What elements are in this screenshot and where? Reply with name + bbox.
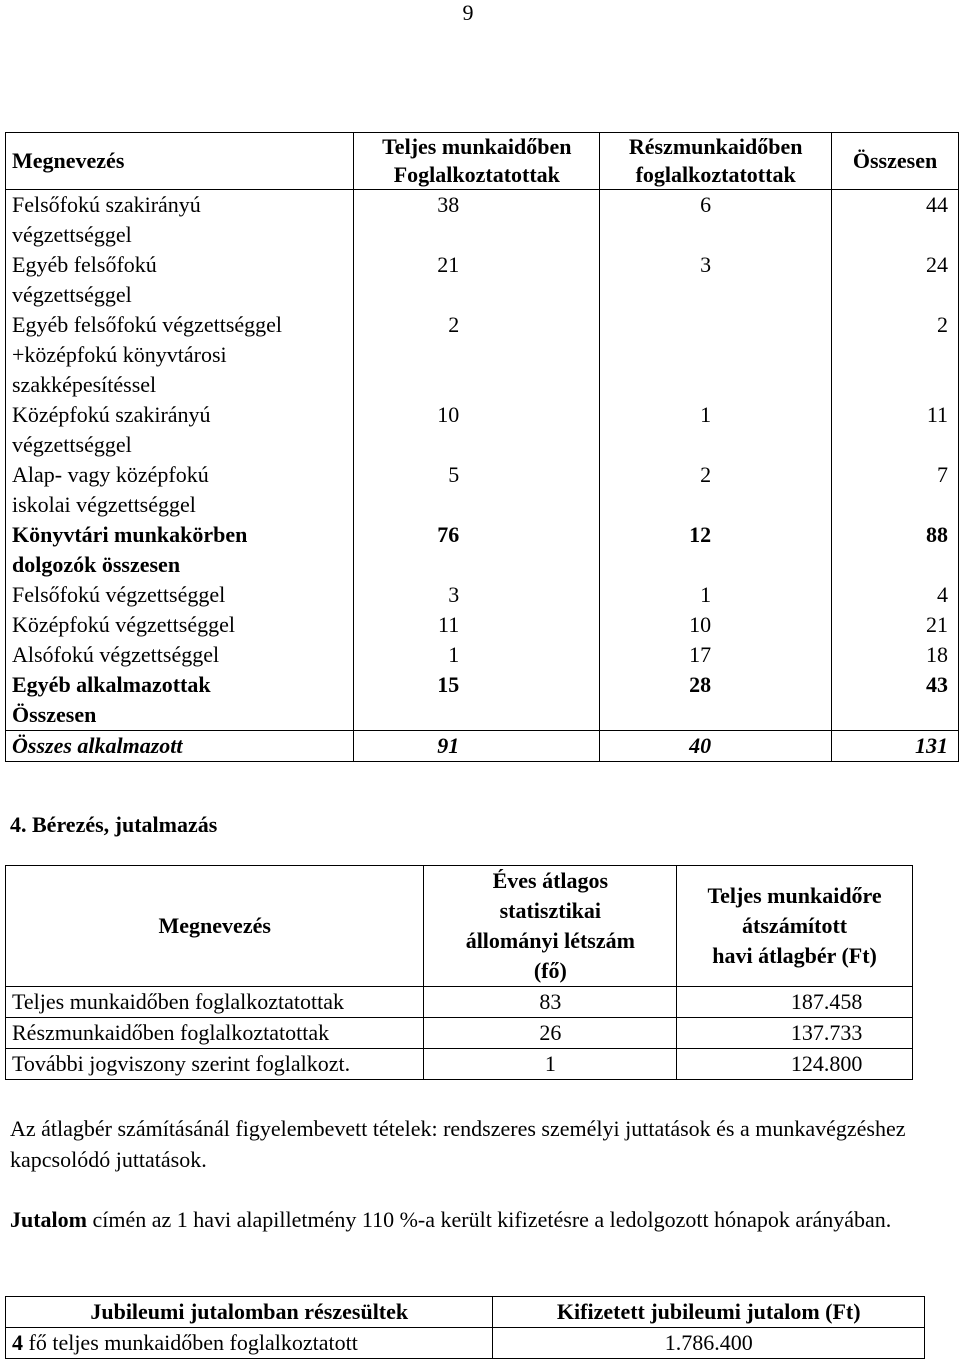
jubilee-recipients <box>6 1328 493 1359</box>
jubilee-recipients-count: 4 <box>12 1330 23 1355</box>
row-part-time: 1 <box>600 400 832 460</box>
row-full-time: 5 <box>354 460 600 520</box>
table-row <box>6 310 959 400</box>
table-row <box>6 670 959 731</box>
jubilee-amount: 1.786.400 <box>493 1328 925 1359</box>
row-name <box>6 310 354 400</box>
staff-table-header <box>6 133 959 190</box>
jubilee-table-row <box>6 1328 925 1359</box>
bonus-note-bold: Jutalom <box>10 1207 87 1232</box>
table-row <box>6 987 913 1018</box>
row-full-time: 10 <box>354 400 600 460</box>
row-part-time: 28 <box>600 670 832 731</box>
table-row <box>6 190 959 251</box>
row-full-time: 11 <box>354 610 600 640</box>
row-name-line1: Alap- vagy középfokú <box>12 462 209 487</box>
row-name <box>6 731 354 762</box>
row-total: 131 <box>832 731 959 762</box>
row-total: 4 <box>832 580 959 610</box>
header-part-time <box>600 133 832 190</box>
row-part-time: 17 <box>600 640 832 670</box>
jubilee-table-header <box>6 1297 925 1328</box>
row-name-line1: Felsőfokú végzettséggel <box>12 582 226 607</box>
jubilee-header-recipients: Jubileumi jutalomban részesültek <box>6 1297 493 1328</box>
wage-row-name: Részmunkaidőben foglalkoztatottak <box>6 1018 424 1049</box>
row-name-line1: Egyéb felsőfokú végzettséggel <box>12 312 283 337</box>
row-full-time: 3 <box>354 580 600 610</box>
row-name-line2: iskolai végzettséggel <box>12 492 196 517</box>
wage-row-name: Teljes munkaidőben foglalkoztatottak <box>6 987 424 1018</box>
jubilee-header-amount: Kifizetett jubileumi jutalom (Ft) <box>493 1297 925 1328</box>
row-total: 11 <box>832 400 959 460</box>
table-row <box>6 460 959 520</box>
wage-row-wage: 187.458 <box>677 987 913 1018</box>
staff-table <box>5 132 959 762</box>
wage-header-headcount <box>424 866 677 987</box>
row-full-time: 15 <box>354 670 600 731</box>
row-total: 44 <box>832 190 959 251</box>
bonus-note <box>10 1204 940 1235</box>
table-row <box>6 250 959 310</box>
row-name-line1: Egyéb alkalmazottak <box>12 672 211 697</box>
row-name <box>6 580 354 610</box>
row-total: 21 <box>832 610 959 640</box>
header-full-time <box>354 133 600 190</box>
wage-row-headcount: 83 <box>424 987 677 1018</box>
table-row <box>6 610 959 640</box>
wage-header-wage-line3: havi átlagbér (Ft) <box>712 943 877 968</box>
table-row <box>6 640 959 670</box>
row-full-time: 21 <box>354 250 600 310</box>
row-name <box>6 670 354 731</box>
wage-header-name: Megnevezés <box>6 866 424 987</box>
row-part-time: 3 <box>600 250 832 310</box>
row-full-time: 38 <box>354 190 600 251</box>
row-part-time: 2 <box>600 460 832 520</box>
section-title: 4. Bérezés, jutalmazás <box>10 812 218 837</box>
row-full-time: 1 <box>354 640 600 670</box>
wage-row-wage: 137.733 <box>677 1018 913 1049</box>
wage-table-header <box>6 866 913 987</box>
bonus-note-text: címén az 1 havi alapilletmény 110 %-a került kifizetésre a ledolgozott hónapok arányában. <box>87 1207 892 1232</box>
wage-row-wage: 124.800 <box>677 1049 913 1080</box>
header-total: Összesen <box>832 133 959 190</box>
row-part-time <box>600 310 832 400</box>
row-total: 88 <box>832 520 959 580</box>
header-part-time-line2: foglalkoztatottak <box>635 162 796 187</box>
row-name-line1: Összes alkalmazott <box>12 733 183 758</box>
header-full-time-line1: Teljes munkaidőben <box>382 134 572 159</box>
row-name-line2: +középfokú könyvtárosi <box>12 342 227 367</box>
table-row <box>6 1018 913 1049</box>
wage-header-headcount-line4: (fő) <box>533 958 567 983</box>
wage-row-name: További jogviszony szerint foglalkozt. <box>6 1049 424 1080</box>
row-name-line2: Összesen <box>12 702 97 727</box>
table-row <box>6 731 959 762</box>
row-name <box>6 190 354 251</box>
row-name <box>6 640 354 670</box>
page-number: 9 <box>462 0 474 25</box>
row-name <box>6 610 354 640</box>
wage-header-headcount-line1: Éves átlagos <box>492 868 609 893</box>
wage-table <box>5 865 913 1080</box>
table-row <box>6 520 959 580</box>
row-full-time: 91 <box>354 731 600 762</box>
jubilee-table <box>5 1296 925 1359</box>
row-total: 7 <box>832 460 959 520</box>
header-part-time-line1: Részmunkaidőben <box>628 134 803 159</box>
row-part-time: 6 <box>600 190 832 251</box>
row-name-line1: Alsófokú végzettséggel <box>12 642 220 667</box>
row-name-line3: szakképesítéssel <box>12 372 157 397</box>
row-name <box>6 520 354 580</box>
table-row <box>6 580 959 610</box>
header-name: Megnevezés <box>6 133 354 190</box>
row-full-time: 2 <box>354 310 600 400</box>
wage-header-wage-line1: Teljes munkaidőre <box>707 883 882 908</box>
row-name-line2: végzettséggel <box>12 432 132 457</box>
row-total: 2 <box>832 310 959 400</box>
wage-header-headcount-line3: állományi létszám <box>465 928 635 953</box>
row-total: 18 <box>832 640 959 670</box>
row-name-line1: Felsőfokú szakirányú <box>12 192 201 217</box>
wage-row-headcount: 1 <box>424 1049 677 1080</box>
row-name-line1: Középfokú végzettséggel <box>12 612 235 637</box>
wage-header-wage-line2: átszámított <box>742 913 848 938</box>
row-name <box>6 460 354 520</box>
row-name-line1: Könyvtári munkakörben <box>12 522 248 547</box>
row-name-line2: dolgozók összesen <box>12 552 181 577</box>
row-part-time: 10 <box>600 610 832 640</box>
row-name <box>6 400 354 460</box>
row-part-time: 1 <box>600 580 832 610</box>
row-name <box>6 250 354 310</box>
row-name-line1: Egyéb felsőfokú <box>12 252 157 277</box>
table-row <box>6 1049 913 1080</box>
row-part-time: 12 <box>600 520 832 580</box>
wage-header-headcount-line2: statisztikai <box>499 898 602 923</box>
wage-header-wage <box>677 866 913 987</box>
row-name-line2: végzettséggel <box>12 282 132 307</box>
row-total: 24 <box>832 250 959 310</box>
row-name-line2: végzettséggel <box>12 222 132 247</box>
row-total: 43 <box>832 670 959 731</box>
wage-row-headcount: 26 <box>424 1018 677 1049</box>
row-full-time: 76 <box>354 520 600 580</box>
row-part-time: 40 <box>600 731 832 762</box>
header-full-time-line2: Foglalkoztatottak <box>393 162 560 187</box>
table-row <box>6 400 959 460</box>
row-name-line1: Középfokú szakirányú <box>12 402 211 427</box>
average-wage-note: Az átlagbér számításánál figyelembevett tételek: rendszeres személyi juttatások és a munkavégzéshez kapcsolódó juttatások. <box>10 1116 906 1172</box>
jubilee-recipients-text: fő teljes munkaidőben foglalkoztatott <box>23 1330 358 1355</box>
